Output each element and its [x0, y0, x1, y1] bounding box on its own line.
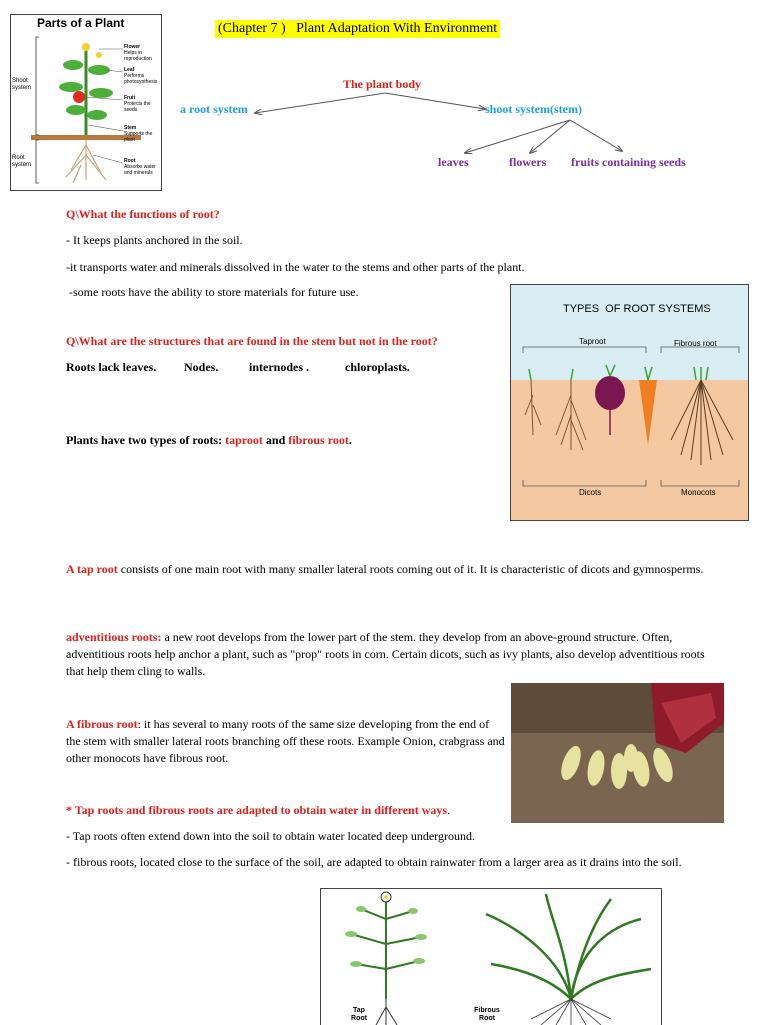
diagram-root-system: a root system	[180, 102, 248, 116]
answer-transport: -it transports water and minerals dissolved in the water to the stems and other parts of the plant.	[66, 260, 525, 274]
stem-item-leaves: Roots lack leaves.	[66, 360, 157, 374]
fibrous-term: fibrous root	[288, 433, 349, 447]
root-title: Root	[124, 158, 136, 164]
root-types-prefix: Plants have two types of roots:	[66, 433, 226, 447]
fibrous-root-label: Fibrous root	[674, 339, 717, 348]
taproot-term: taproot	[225, 433, 263, 447]
root-systems-illustration	[511, 285, 748, 520]
prop-roots-photo	[511, 683, 724, 823]
leaf-desc: Performs photosynthesis	[124, 73, 158, 85]
answer-storage: -some roots have the ability to store materials for future use.	[66, 285, 359, 299]
fruit-label	[124, 95, 160, 113]
dicots-label: Dicots	[579, 488, 602, 497]
diagram-fruits: fruits containing seeds	[571, 155, 686, 169]
adventitious-text: a new root develops from the lower part of the stem. they develop from an above-ground structure. Often, adventitious roots help anchor a plant, such as "prop" roots in corn. Certain dicots, such as ivy plants, also develop adventitious roots that help them cling to walls.	[66, 630, 705, 678]
flower-desc: Helps in reproduction	[124, 50, 152, 62]
question-functions-of-root: Q\What the functions of root?	[66, 207, 220, 221]
flower-label	[124, 44, 160, 62]
stem-title: Stem	[124, 125, 137, 131]
diagram-flowers: flowers	[509, 155, 547, 169]
adventitious-term: adventitious roots:	[66, 630, 162, 644]
adapted-taproot-line: - Tap roots often extend down into the soil to obtain water located deep underground.	[66, 829, 475, 843]
tap-vs-fibrous-figure	[320, 888, 662, 1025]
tap-root-paragraph	[66, 561, 706, 578]
fruit-desc: Protects the seeds	[124, 101, 151, 113]
fibrous-root-paragraph	[66, 716, 506, 767]
diagram-shoot-system: shoot system(stem)	[485, 102, 582, 116]
root-types-line	[66, 432, 352, 449]
stem-item-nodes: Nodes.	[184, 360, 219, 374]
adapted-heading-text: * Tap roots and fibrous roots are adapted to obtain water in different ways	[66, 803, 448, 817]
root-systems-figure	[510, 284, 749, 521]
parts-figure-heading: Parts of a Plant	[37, 16, 125, 30]
stem-desc: Supports the plant	[124, 131, 153, 143]
root-systems-title: TYPES OF ROOT SYSTEMS	[563, 303, 711, 315]
shoot-system-label: Shoot system	[12, 78, 32, 91]
answer-anchor: - It keeps plants anchored in the soil.	[66, 233, 243, 247]
stem-label	[124, 125, 160, 143]
adapted-heading	[66, 802, 450, 819]
prop-roots-illustration	[511, 683, 724, 823]
page-title: (Chapter 7 ) Plant Adaptation With Environment	[215, 20, 500, 38]
fibrous-root-text: : it has several to many roots of the same size developing from the end of the stem with smaller lateral roots branching off these roots. Example Onion, crabgrass and other monocots have fibrous root.	[66, 717, 505, 765]
root-types-and: and	[262, 433, 289, 447]
fibrous-root-term: A fibrous root	[66, 717, 138, 731]
tap-root-caption: Tap Root	[351, 1007, 367, 1022]
question-stem-structures: Q\What are the structures that are found in the stem but not in the root?	[66, 334, 438, 348]
root-system-label: Root system	[12, 155, 32, 168]
fibrous-root-caption: Fibrous Root	[474, 1007, 500, 1022]
diagram-arrows	[240, 85, 640, 165]
root-types-end: .	[348, 433, 352, 447]
tap-root-text: consists of one main root with many smaller lateral roots coming out of it. It is characteristic of dicots and gymnosperms.	[117, 562, 704, 576]
flower-title: Flower	[124, 44, 141, 50]
taproot-label: Taproot	[579, 337, 606, 346]
stem-item-internodes: internodes .	[249, 360, 309, 374]
leaf-label	[124, 67, 160, 85]
root-desc: Absorbs water and minerals	[124, 164, 156, 176]
monocots-label: Monocots	[681, 488, 716, 497]
diagram-root: The plant body	[343, 77, 422, 91]
adapted-heading-end: .	[447, 803, 451, 817]
adventitious-paragraph	[66, 629, 706, 680]
fruit-title: Fruit	[124, 95, 136, 101]
tap-vs-fibrous-illustration	[321, 889, 661, 1025]
diagram-leaves: leaves	[438, 155, 469, 169]
stem-item-chloroplasts: chloroplasts.	[345, 360, 410, 374]
tap-root-term: A tap root	[66, 562, 118, 576]
parts-of-plant-figure	[10, 14, 162, 191]
adapted-fibrous-line: - fibrous roots, located close to the surface of the soil, are adapted to obtain rainwater from a larger area as it drains into the soil.	[66, 855, 682, 869]
leaf-title: Leaf	[124, 67, 135, 73]
root-label	[124, 158, 160, 176]
